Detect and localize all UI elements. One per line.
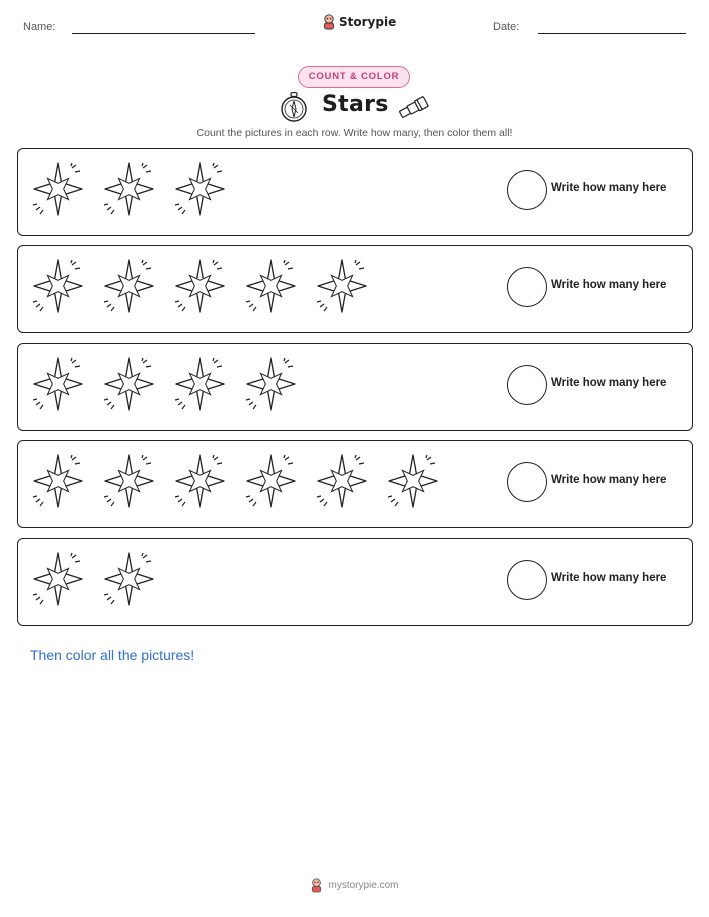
answer-prompt: Write how many here: [551, 182, 667, 194]
name-line: [72, 33, 255, 34]
sparkle-star-icon: [101, 258, 157, 314]
compass-icon: [280, 92, 308, 122]
sparkle-star-icon: [314, 453, 370, 509]
sparkle-star-icon: [30, 258, 86, 314]
brand-logo: [322, 12, 396, 32]
sparkle-star-icon: [101, 161, 157, 217]
date-label: Date:: [493, 21, 520, 33]
counting-row: [17, 148, 693, 236]
sparkle-star-icon: [243, 453, 299, 509]
answer-prompt: Write how many here: [551, 572, 667, 584]
site-url[interactable]: mystorypie.com: [328, 880, 399, 891]
sparkle-star-icon: [30, 356, 86, 412]
sparkle-star-icon: [30, 551, 86, 607]
answer-prompt: Write how many here: [551, 377, 667, 389]
answer-circle[interactable]: [507, 462, 547, 502]
brand-name: Storypie: [339, 15, 397, 29]
storypie-mascot-icon: [322, 14, 336, 30]
date-line: [538, 33, 686, 34]
sparkle-star-icon: [243, 356, 299, 412]
answer-circle[interactable]: [507, 560, 547, 600]
storypie-mascot-icon: [310, 878, 323, 893]
answer-prompt: Write how many here: [551, 279, 667, 291]
activity-badge: COUNT & COLOR: [298, 66, 410, 88]
answer-prompt: Write how many here: [551, 474, 667, 486]
counting-row: [17, 343, 693, 431]
instructions: Count the pictures in each row. Write how many, then color them all!: [196, 127, 513, 139]
sparkle-star-icon: [172, 356, 228, 412]
sparkle-star-icon: [172, 453, 228, 509]
counting-row: [17, 245, 693, 333]
sparkle-star-icon: [30, 161, 86, 217]
sparkle-star-icon: [385, 453, 441, 509]
sparkle-star-icon: [243, 258, 299, 314]
sparkle-star-icon: [314, 258, 370, 314]
sparkle-star-icon: [30, 453, 86, 509]
counting-row: [17, 440, 693, 528]
answer-circle[interactable]: [507, 170, 547, 210]
sparkle-star-icon: [172, 161, 228, 217]
page-title: Stars: [322, 92, 389, 117]
counting-row: [17, 538, 693, 626]
title-row: [278, 90, 438, 124]
sparkle-star-icon: [101, 356, 157, 412]
name-label: Name:: [23, 21, 56, 33]
sparkle-star-icon: [101, 453, 157, 509]
color-instruction: Then color all the pictures!: [30, 647, 195, 663]
sparkle-star-icon: [101, 551, 157, 607]
answer-circle[interactable]: [507, 267, 547, 307]
site-footer: [0, 878, 709, 893]
sparkle-star-icon: [172, 258, 228, 314]
answer-circle[interactable]: [507, 365, 547, 405]
telescope-icon: [396, 95, 432, 119]
